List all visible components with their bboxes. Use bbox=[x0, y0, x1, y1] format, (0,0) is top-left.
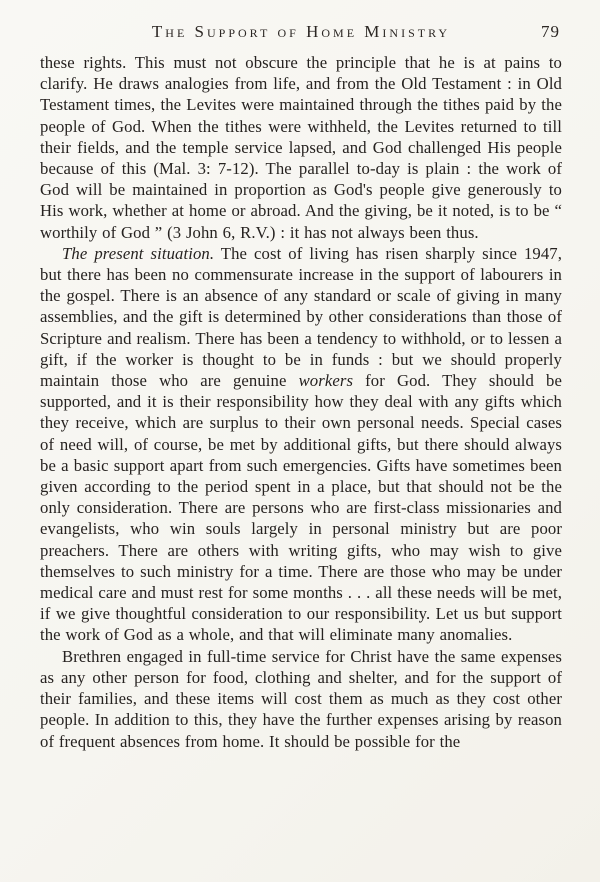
paragraph bbox=[40, 243, 562, 646]
italic-text: workers bbox=[298, 371, 354, 391]
body-text: The cost of living has risen sharply since 1947, but there has been no commensurate increase in the support of labourers in the gospel. There is an absence of any standard or scale of giving in many assemblies, and the gift is determined by other considerations than those of Scripture and realism. There has been a tendency to withhold, or to lessen a gift, if the worker is thought to be in funds : but we should properly maintain those who are genuine bbox=[40, 243, 563, 391]
paragraph bbox=[40, 52, 562, 243]
body-text: these rights. This must not obscure the principle that he is at pains to clarify. He draws analogies from life, and from the Old Testament : in Old Testament times, the Levites were maintained through the tithes paid by the people of God. When the tithes were withheld, the Levites returned to till their fields, and the temple service lapsed, and God challenged His people because of this (Mal. 3: 7-12). The parallel to-day is plain : the work of God will be maintained in proportion as God's people give generously to His work, whether at home or abroad. And the giving, be it noted, is to be “ worthily of God ” (3 John 6, R.V.) : it has not always been thus. bbox=[40, 53, 562, 242]
body-text: Brethren engaged in full-time service for Christ have the same expenses as any other person for food, clothing and shelter, and for the support of their families, and these items will cost them as much as they cost other people. In addition to this, they have the further expenses arising by reason of frequent absences from home. It should be possible for the bbox=[40, 646, 562, 751]
italic-text: The present situation. bbox=[62, 243, 215, 263]
page-header-title: The Support of Home Ministry bbox=[151, 22, 451, 41]
body-text: for God. They should be supported, and it is their responsibility how they deal with any gifts which they receive, which are surplus to their own personal needs. Special cases of need will, of course, be met by additional gifts, but there should always be a basic support apart from such emergencies. Gifts have sometimes been given according to the period spent in a place, but that should not be the only consideration. There are persons who are first-class missionaries and evangelists, who win souls largely in personal ministry but are poor preachers. There are others with writing gifts, who may wish to give themselves to such ministry for a time. There are those who may be under medical care and must rest for some months . . . all these needs will be met, if we give thoughtful consideration to our responsibility. Let us but support the work of God as a whole, and that will eliminate many anomalies. bbox=[40, 371, 562, 645]
page-number: 79 bbox=[541, 22, 560, 41]
paragraph bbox=[40, 646, 562, 752]
running-head bbox=[40, 16, 562, 50]
page-body bbox=[40, 52, 562, 752]
